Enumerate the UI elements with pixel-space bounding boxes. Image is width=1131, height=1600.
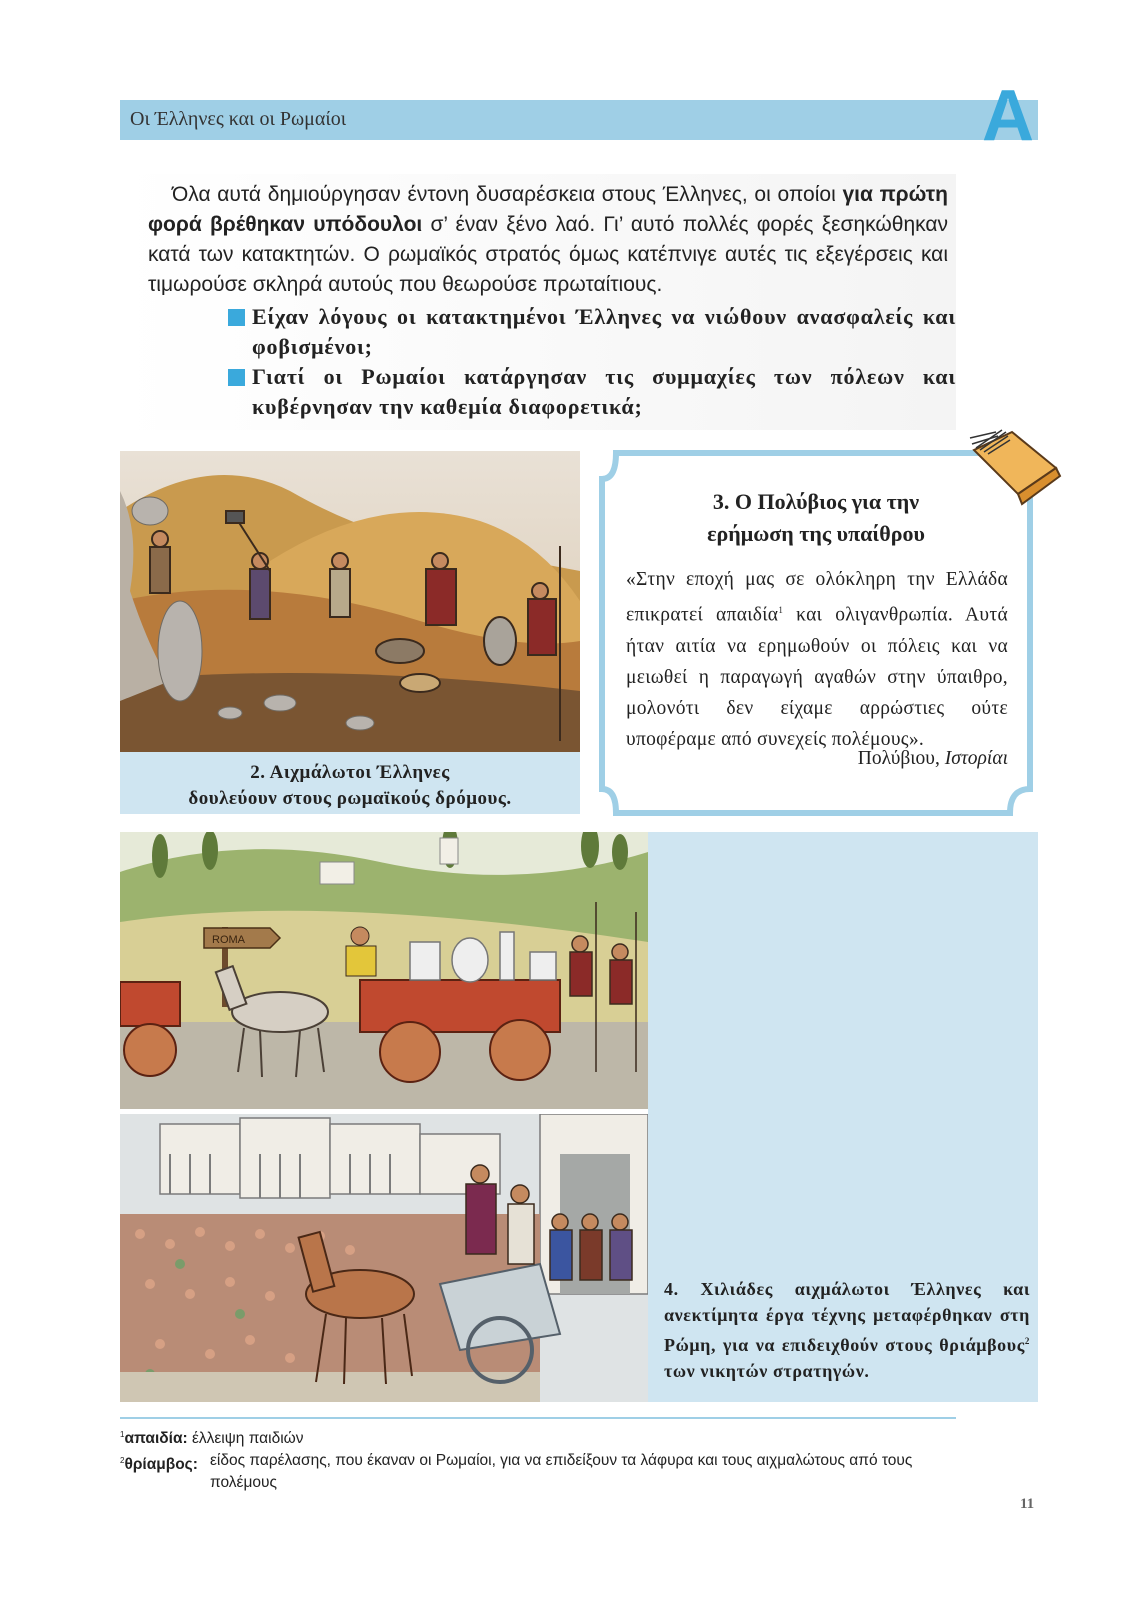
source-3-title [618,486,1014,550]
illustration-prisoners-roadwork [120,451,580,752]
footnote-item [120,1450,960,1494]
footnote-ref: 2 [1024,1336,1030,1346]
source-3-quote [626,564,1008,755]
chapter-title: Οι Έλληνες και οι Ρωμαίοι [130,108,347,130]
figure-4-caption [664,1276,1030,1384]
quote-text-1: «Στην εποχή μας σε ολόκληρη την Ελλάδα επικρατεί απαιδία [626,569,1008,626]
figure-2-caption [120,752,580,814]
question-text: Γιατί οι Ρωμαίοι κατάργησαν τις συμμαχίες των πόλεων και κυβέρνησαν την καθεμία διαφορετικά; [252,364,956,419]
citation-author: Πολύβιου, [857,748,945,769]
citation-work: Ιστορίαι [944,748,1008,769]
footnote-term: θρίαμβος: [124,1456,198,1474]
question-list [228,302,956,422]
roma-sign-text: ROMA [212,934,245,946]
footnote-number: 1 [120,1430,125,1439]
chapter-header-bar [120,100,1038,140]
intro-paragraph [148,180,948,300]
footnote-definition: έλλειψη παιδιών [187,1430,304,1448]
question-item [228,302,956,362]
footnote-item [120,1424,960,1450]
footnote-definition: είδος παρέλασης, που έκαναν οι Ρωμαίοι, για να επιδείξουν τα λάφυρα και τους αιχμαλώτους από τους πολέμους [210,1452,913,1492]
intro-section [120,174,956,430]
source-title-line: 3. Ο Πολύβιος για την [712,489,920,514]
footnote-number: 2 [120,1456,125,1466]
footnote-divider [120,1417,956,1419]
caption-line: δουλεύουν στους ρωμαϊκούς δρόμους. [188,788,512,809]
unit-letter: A [982,76,1034,156]
question-item [228,362,956,422]
intro-text-2: σ’ έναν ξένο λαό. Γι’ αυτό πολλές φορές ξεσηκώθηκαν κατά των κατακτητών. Ο ρωμαϊκός στρατός όμως κατέπνιγε αυτές τις εξεγέρσεις και τιμωρούσε σκληρά αυτούς που θεωρούσε πρωταίτιους. [148,213,949,296]
footnote-ref: 1 [778,605,784,615]
caption-line: 2. Αιχμάλωτοι Έλληνες [250,762,450,783]
square-bullet-icon [228,309,245,326]
quote-text-2: και ολιγανθρωπία. Αυτά ήταν αιτία να ερημωθούν οι πόλεις και να μειωθεί η παραγωγή αγαθών στην ύπαιθρο, μολονότι δεν είχαμε αρρώστιες ούτε υποφέραμε από συνεχείς πολέμους». [626,604,1008,750]
illustration-roman-triumph [120,1114,648,1402]
caption-text-1: 4. Χιλιάδες αιχμάλωτοι Έλληνες και ανεκτίμητα έργα τέχνης μεταφέρθηκαν στη Ρώμη, για να επιδειχθούν στους θριάμβους [664,1279,1030,1355]
caption-text-2: των νικητών στρατηγών. [664,1361,870,1381]
question-text: Είχαν λόγους οι κατακτημένοι Έλληνες να νιώθουν ανασφαλείς και φοβισμένοι; [252,304,956,359]
footnote-term: απαιδία: [124,1430,188,1448]
page-number: 11 [1020,1496,1035,1512]
square-bullet-icon [228,369,245,386]
intro-emphasis: για πρώτη φορά βρέθηκαν υπόδουλοι [148,183,948,236]
intro-text-1: Όλα αυτά δημιούργησαν έντονη δυσαρέσκεια στους Έλληνες, οι οποίοι [172,183,843,206]
footnotes [120,1424,960,1494]
source-title-line: ερήμωση της υπαίθρου [707,521,925,546]
figure-2-caption-text [120,760,580,812]
illustration-loot-wagons [120,832,648,1109]
source-3-citation [626,748,1008,770]
